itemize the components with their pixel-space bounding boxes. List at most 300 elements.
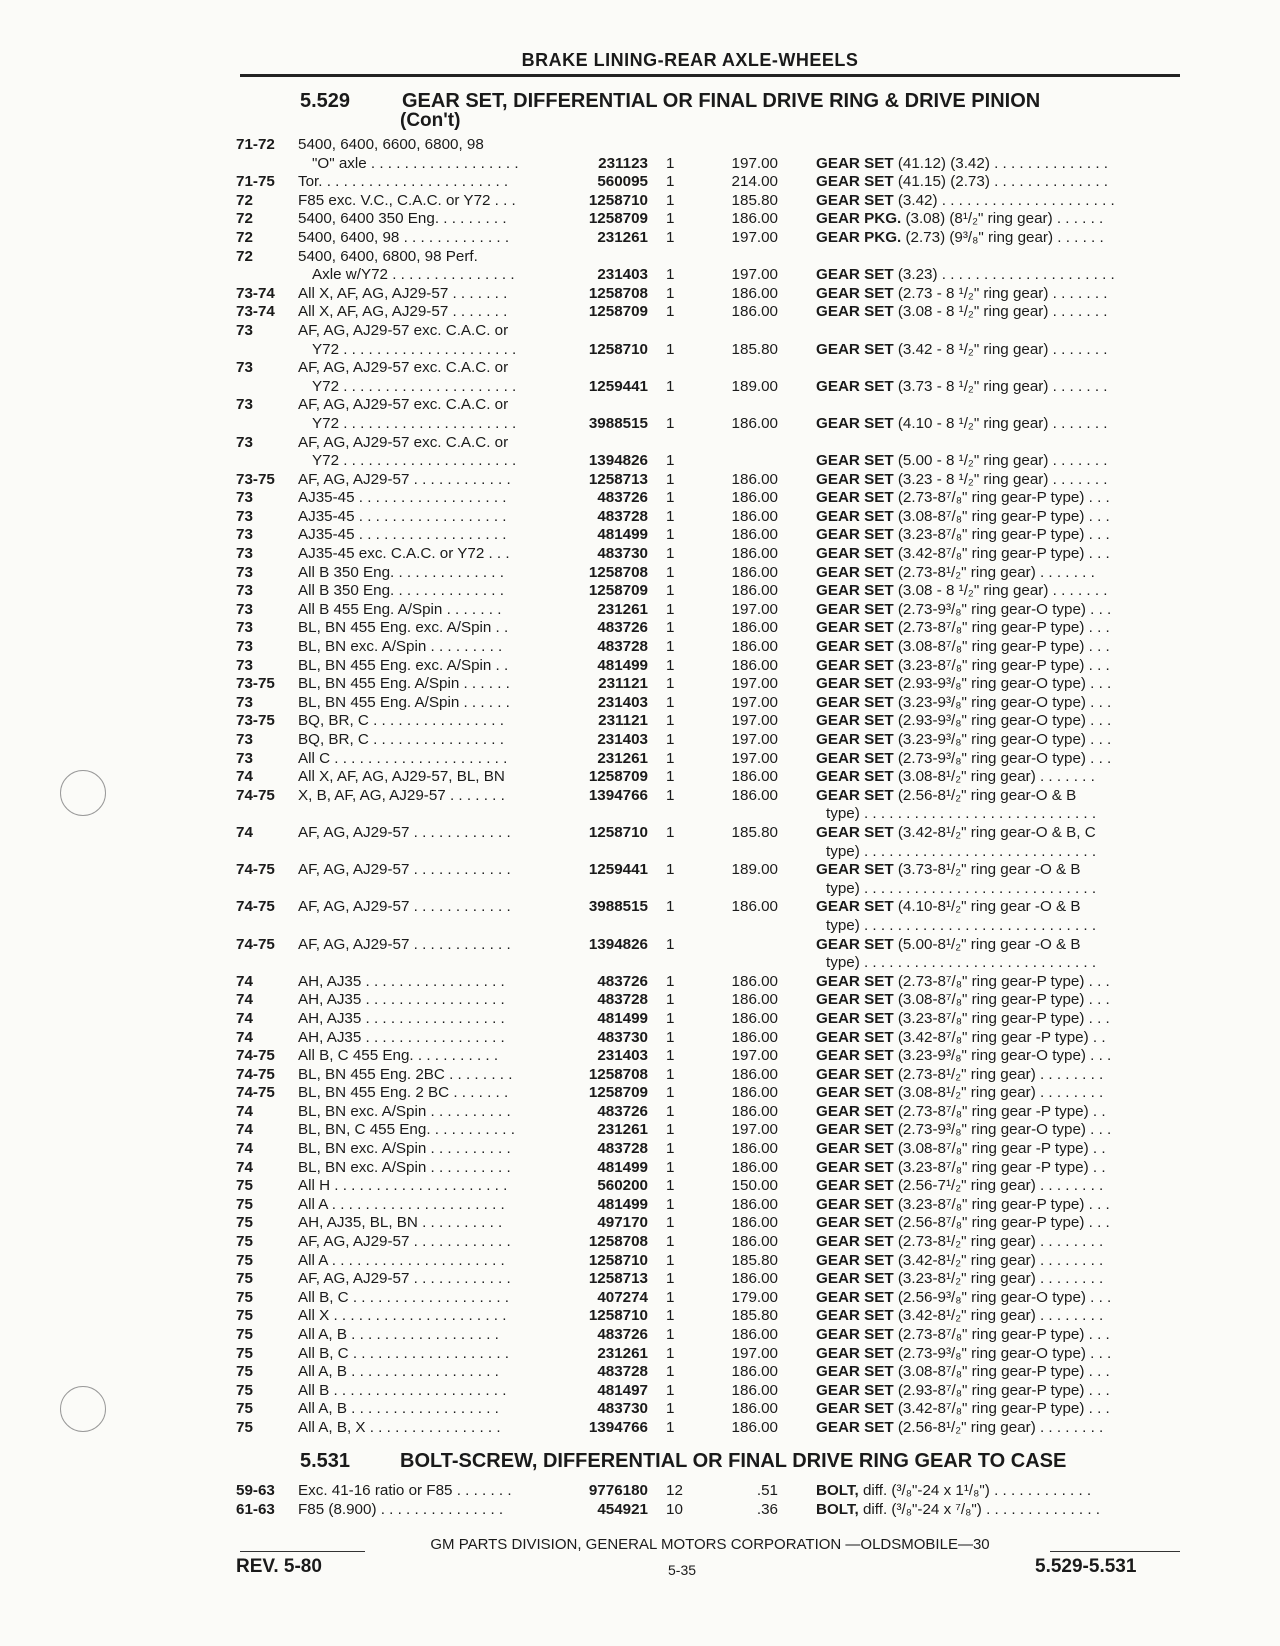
item-spec: (2.73-8⁷/₈" ring gear-P type) . . . [893, 1326, 1110, 1343]
model-year: 73 [236, 563, 253, 581]
item-spec: (3.23-8⁷/₈" ring gear-P type) . . . [893, 526, 1110, 544]
model-year: 75 [236, 1326, 253, 1343]
price: 186.00 [731, 898, 778, 916]
item-label: GEAR SET [816, 972, 894, 990]
item-label: GEAR SET [816, 1214, 894, 1232]
description [816, 750, 1186, 769]
item-label: GEAR SET [816, 898, 894, 916]
application: AJ35-45 . . . . . . . . . . . . . . . . . . [298, 489, 507, 507]
quantity: 1 [666, 582, 675, 600]
part-number: 1258708 [588, 284, 648, 302]
item-spec: (2.73-8¹/₂" ring gear) . . . . . . . . [893, 1065, 1104, 1083]
item-label: GEAR SET [816, 1121, 894, 1139]
item-label: GEAR SET [816, 1047, 894, 1065]
table-row [236, 471, 1186, 490]
item-label: GEAR PKG. [816, 228, 902, 246]
table-row [236, 1363, 1186, 1382]
table-row [236, 1066, 1186, 1085]
footer-revision: REV. 5-80 [236, 1556, 322, 1577]
table-row [236, 694, 1186, 713]
item-spec: (2.93-8⁷/₈" ring gear-P type) . . . [893, 1381, 1110, 1399]
item-label: GEAR SET [816, 731, 894, 748]
quantity: 1 [666, 1288, 675, 1306]
model-year: 73 [236, 619, 253, 637]
quantity: 1 [666, 935, 675, 953]
model-year: 73-75 [236, 470, 275, 488]
description [816, 415, 1186, 434]
description [816, 1047, 1186, 1066]
table-row [236, 712, 1186, 731]
quantity: 1 [666, 861, 675, 879]
description-cont: type) . . . . . . . . . . . . . . . . . . . . . . . . . . . . [826, 879, 1097, 897]
item-spec: (3.08-8¹/₂" ring gear) . . . . . . . . [893, 1084, 1104, 1102]
description [816, 991, 1186, 1010]
table-row [236, 396, 1186, 433]
table-row [236, 248, 1186, 285]
item-label: GEAR SET [816, 1177, 894, 1195]
model-year: 73 [236, 749, 253, 767]
price: 197.00 [731, 675, 778, 693]
description [816, 1029, 1186, 1048]
model-year: 72 [236, 210, 253, 228]
quantity: 1 [666, 693, 675, 711]
quantity: 1 [666, 266, 675, 284]
item-spec: (3.23-8⁷/₈" ring gear -P type) . . [893, 1158, 1106, 1176]
table-row [236, 936, 1186, 973]
table-row [236, 1084, 1186, 1103]
footer-section-range: 5.529-5.531 [1035, 1556, 1137, 1577]
quantity: 1 [666, 1084, 675, 1102]
application: All B 350 Eng. . . . . . . . . . . . . . [298, 563, 504, 581]
quantity: 1 [666, 470, 675, 488]
quantity: 1 [666, 1047, 675, 1065]
description [816, 1400, 1186, 1419]
price: 186.00 [731, 1400, 778, 1418]
item-spec: (3.08 - 8 ¹/₂" ring gear) . . . . . . . [893, 303, 1108, 321]
description [816, 768, 1186, 787]
item-label: GEAR SET [816, 452, 894, 470]
item-label: GEAR SET [816, 749, 894, 767]
item-label: GEAR SET [816, 768, 894, 786]
table-row [236, 210, 1186, 229]
application: All C . . . . . . . . . . . . . . . . . . . . . [298, 749, 508, 767]
item-spec: (3.23-9³/₈" ring gear-O type) . . . [893, 1047, 1112, 1065]
quantity: 1 [666, 1009, 675, 1027]
model-year: 71-75 [236, 173, 275, 191]
price: 185.80 [731, 340, 778, 358]
part-number: 9776180 [588, 1482, 648, 1499]
item-spec: (4.10-8¹/₂" ring gear -O & B [893, 898, 1081, 916]
section2-title: BOLT-SCREW, DIFFERENTIAL OR FINAL DRIVE RING GEAR TO CASE [400, 1450, 1067, 1472]
part-number: 1258709 [588, 768, 648, 786]
application: 5400, 6400, 6800, 98 Perf. [298, 247, 478, 265]
application: BQ, BR, C . . . . . . . . . . . . . . . . [298, 712, 504, 730]
item-spec: (3.42-8⁷/₈" ring gear -P type) . . [893, 1028, 1106, 1046]
model-year: 75 [236, 1307, 253, 1325]
table-row [236, 1382, 1186, 1401]
item-spec: (2.93-9³/₈" ring gear-O type) . . . [893, 712, 1112, 730]
part-number: 231261 [597, 1344, 648, 1362]
price: 186.00 [731, 1418, 778, 1436]
table-row [236, 1501, 1186, 1520]
item-label: GEAR SET [816, 1400, 894, 1418]
application: BL, BN exc. A/Spin . . . . . . . . . . [298, 1102, 511, 1120]
part-number: 1258710 [588, 1307, 648, 1325]
table-row [236, 173, 1186, 192]
model-year: 74 [236, 972, 253, 990]
price: 179.00 [731, 1288, 778, 1306]
quantity: 10 [666, 1500, 683, 1518]
item-label: GEAR SET [816, 582, 894, 600]
description [816, 341, 1186, 360]
application: Exc. 41-16 ratio or F85 . . . . . . . [298, 1482, 512, 1499]
description [816, 601, 1186, 620]
model-year: 74-75 [236, 935, 275, 953]
header-rule [240, 74, 1180, 77]
item-spec: (2.56-7¹/₂" ring gear) . . . . . . . . [893, 1177, 1104, 1195]
application-cont: Y72 . . . . . . . . . . . . . . . . . . . . . [312, 452, 517, 470]
item-label: GEAR SET [816, 823, 894, 841]
price: 186.00 [731, 1084, 778, 1102]
application: AF, AG, AJ29-57 . . . . . . . . . . . . [298, 861, 511, 879]
description [816, 898, 1186, 917]
part-number: 231121 [598, 712, 648, 730]
application: All X, AF, AG, AJ29-57 . . . . . . . [298, 284, 508, 302]
application: All H . . . . . . . . . . . . . . . . . . . . . [298, 1177, 508, 1195]
quantity: 12 [666, 1482, 683, 1499]
price: 186.00 [731, 1214, 778, 1232]
item-label: GEAR SET [816, 656, 894, 674]
model-year: 75 [236, 1251, 253, 1269]
table-row [236, 1140, 1186, 1159]
model-year: 74 [236, 768, 253, 786]
item-spec: (4.10 - 8 ¹/₂" ring gear) . . . . . . . [893, 414, 1108, 432]
price: 186.00 [731, 284, 778, 302]
application: X, B, AF, AG, AJ29-57 . . . . . . . [298, 786, 505, 804]
item-label: GEAR SET [816, 600, 894, 618]
description [816, 1501, 1186, 1520]
item-spec: (3.08-8⁷/₈" ring gear-P type) . . . [893, 638, 1110, 656]
part-number: 454921 [597, 1500, 648, 1518]
quantity: 1 [666, 656, 675, 674]
model-year: 73 [236, 321, 253, 339]
part-number: 483730 [597, 1400, 648, 1418]
item-spec: (2.56-8¹/₂" ring gear) . . . . . . . . [893, 1418, 1104, 1436]
model-year: 71-72 [236, 136, 275, 153]
table-row [236, 508, 1186, 527]
part-number: 231403 [597, 693, 648, 711]
model-year: 73 [236, 396, 253, 414]
quantity: 1 [666, 749, 675, 767]
application: AF, AG, AJ29-57 exc. C.A.C. or [298, 359, 509, 377]
application: BL, BN 455 Eng. exc. A/Spin . . [298, 619, 509, 637]
model-year: 74-75 [236, 1065, 275, 1083]
price: 186.00 [731, 1065, 778, 1083]
description [816, 1177, 1186, 1196]
description [816, 1382, 1186, 1401]
application: All A, B . . . . . . . . . . . . . . . . . . [298, 1326, 499, 1343]
quantity: 1 [666, 284, 675, 302]
table-row [236, 1419, 1186, 1438]
description [816, 471, 1186, 490]
table-row [236, 434, 1186, 471]
description [816, 619, 1186, 638]
application: AF, AG, AJ29-57 . . . . . . . . . . . . [298, 1233, 511, 1251]
quantity: 1 [666, 154, 675, 172]
item-label: GEAR SET [816, 1381, 894, 1399]
application-cont: Y72 . . . . . . . . . . . . . . . . . . . . . [312, 340, 517, 358]
description [816, 378, 1186, 397]
quantity: 1 [666, 712, 675, 730]
price: 185.80 [731, 823, 778, 841]
item-spec: (41.15) (2.73) . . . . . . . . . . . . . . [893, 173, 1109, 191]
item-spec: (3.42-8⁷/₈" ring gear-P type) . . . [893, 545, 1110, 563]
application-cont: Y72 . . . . . . . . . . . . . . . . . . . . . [312, 377, 517, 395]
table-row [236, 750, 1186, 769]
application: All B . . . . . . . . . . . . . . . . . . . . . [298, 1381, 507, 1399]
description [816, 1270, 1186, 1289]
quantity: 1 [666, 1195, 675, 1213]
part-number: 1258713 [588, 470, 648, 488]
model-year: 75 [236, 1288, 253, 1306]
quantity: 1 [666, 638, 675, 656]
quantity: 1 [666, 1400, 675, 1418]
quantity: 1 [666, 1028, 675, 1046]
price: 186.00 [731, 1381, 778, 1399]
item-label: GEAR SET [816, 1084, 894, 1102]
quantity: 1 [666, 1326, 675, 1343]
item-label: GEAR SET [816, 1009, 894, 1027]
quantity: 1 [666, 991, 675, 1009]
part-number: 231123 [598, 154, 648, 172]
item-label: GEAR SET [816, 1418, 894, 1436]
part-number: 1394826 [588, 452, 648, 470]
quantity: 1 [666, 1140, 675, 1158]
description [816, 155, 1186, 174]
application: All B 455 Eng. A/Spin . . . . . . . [298, 600, 502, 618]
item-label: GEAR SET [816, 675, 894, 693]
price: 197.00 [731, 154, 778, 172]
model-year: 61-63 [236, 1500, 275, 1518]
item-spec: (3.42-8¹/₂" ring gear) . . . . . . . . [893, 1251, 1104, 1269]
price: 197.00 [731, 731, 778, 748]
quantity: 1 [666, 452, 675, 470]
description [816, 1214, 1186, 1233]
item-spec: (2.73-9³/₈" ring gear-O type) . . . [893, 749, 1112, 767]
model-year: 72 [236, 191, 253, 209]
table-row [236, 359, 1186, 396]
item-label: GEAR SET [816, 173, 894, 191]
item-spec: (3.42-8⁷/₈" ring gear-P type) . . . [893, 1400, 1110, 1418]
table-row [236, 192, 1186, 211]
item-label: GEAR SET [816, 712, 894, 730]
part-number: 1258709 [588, 582, 648, 600]
price: 197.00 [731, 1121, 778, 1139]
item-spec: (3.23-9³/₈" ring gear-O type) . . . [893, 731, 1112, 748]
application: BL, BN exc. A/Spin . . . . . . . . . . [298, 1158, 511, 1176]
item-label: GEAR SET [816, 619, 894, 637]
application-cont: Axle w/Y72 . . . . . . . . . . . . . . . [312, 266, 515, 284]
item-label: GEAR SET [816, 414, 894, 432]
part-number: 1394826 [588, 935, 648, 953]
description [816, 1307, 1186, 1326]
price: 186.00 [731, 1326, 778, 1343]
quantity: 1 [666, 600, 675, 618]
item-spec: (3.08) (8¹/₂" ring gear) . . . . . . [901, 210, 1104, 228]
description [816, 1159, 1186, 1178]
model-year: 75 [236, 1344, 253, 1362]
part-number: 1258709 [588, 210, 648, 228]
model-year: 73 [236, 526, 253, 544]
description [816, 1233, 1186, 1252]
table-row [236, 991, 1186, 1010]
description [816, 285, 1186, 304]
item-spec: (2.73-8⁷/₈" ring gear-P type) . . . [893, 619, 1110, 637]
quantity: 1 [666, 1251, 675, 1269]
price: 186.00 [731, 582, 778, 600]
item-label: GEAR SET [816, 1158, 894, 1176]
model-year: 75 [236, 1177, 253, 1195]
price: 186.00 [731, 414, 778, 432]
description [816, 638, 1186, 657]
item-spec: (2.73-8⁷/₈" ring gear-P type) . . . [893, 489, 1110, 507]
part-number: 231261 [597, 749, 648, 767]
quantity: 1 [666, 1214, 675, 1232]
part-number: 407274 [597, 1288, 648, 1306]
table-row [236, 787, 1186, 824]
table-row [236, 1233, 1186, 1252]
model-year: 75 [236, 1418, 253, 1436]
price: 186.00 [731, 786, 778, 804]
quantity: 1 [666, 210, 675, 228]
item-label: GEAR SET [816, 266, 894, 284]
price: .36 [756, 1500, 778, 1518]
price: .51 [756, 1482, 778, 1499]
quantity: 1 [666, 1158, 675, 1176]
model-year: 73 [236, 507, 253, 525]
price: 186.00 [731, 210, 778, 228]
price: 186.00 [731, 1102, 778, 1120]
part-number: 483726 [597, 972, 648, 990]
model-year: 73-75 [236, 712, 275, 730]
table-row [236, 1482, 1186, 1501]
description [816, 229, 1186, 248]
table-row [236, 1159, 1186, 1178]
price: 186.00 [731, 1233, 778, 1251]
table-row [236, 526, 1186, 545]
table-row [236, 582, 1186, 601]
item-label: GEAR SET [816, 470, 894, 488]
item-label: GEAR SET [816, 991, 894, 1009]
description [816, 1121, 1186, 1140]
part-number: 1258709 [588, 1084, 648, 1102]
application: AF, AG, AJ29-57 . . . . . . . . . . . . [298, 1270, 511, 1288]
application: AH, AJ35 . . . . . . . . . . . . . . . . . [298, 991, 505, 1009]
page-header-title: BRAKE LINING-REAR AXLE-WHEELS [521, 50, 859, 70]
description [816, 1482, 1186, 1501]
model-year: 75 [236, 1195, 253, 1213]
application: AJ35-45 . . . . . . . . . . . . . . . . . . [298, 526, 507, 544]
price: 197.00 [731, 749, 778, 767]
application: All B 350 Eng. . . . . . . . . . . . . . [298, 582, 504, 600]
application: AH, AJ35 . . . . . . . . . . . . . . . . . [298, 1028, 505, 1046]
description [816, 545, 1186, 564]
section-continued: (Con't) [400, 110, 461, 131]
parts-table [236, 136, 1186, 1438]
item-label: GEAR SET [816, 303, 894, 321]
model-year: 74-75 [236, 1084, 275, 1102]
item-spec: (3.08-8¹/₂" ring gear) . . . . . . . [893, 768, 1095, 786]
application: 5400, 6400, 6600, 6800, 98 [298, 136, 484, 153]
application: 5400, 6400, 98 . . . . . . . . . . . . . [298, 228, 510, 246]
part-number: 231403 [597, 1047, 648, 1065]
part-number: 1258708 [588, 1233, 648, 1251]
price: 186.00 [731, 303, 778, 321]
item-spec: (3.23 - 8 ¹/₂" ring gear) . . . . . . . [893, 470, 1108, 488]
table-row [236, 1400, 1186, 1419]
model-year: 75 [236, 1381, 253, 1399]
part-number: 1258710 [588, 340, 648, 358]
quantity: 1 [666, 563, 675, 581]
model-year: 73 [236, 731, 253, 748]
description [816, 582, 1186, 601]
item-spec: (3.73 - 8 ¹/₂" ring gear) . . . . . . . [893, 377, 1108, 395]
quantity: 1 [666, 768, 675, 786]
item-label: GEAR SET [816, 1307, 894, 1325]
quantity: 1 [666, 1363, 675, 1381]
application: BQ, BR, C . . . . . . . . . . . . . . . . [298, 731, 504, 748]
description [816, 1252, 1186, 1271]
quantity: 1 [666, 619, 675, 637]
description [816, 173, 1186, 192]
quantity: 1 [666, 972, 675, 990]
item-label: GEAR SET [816, 563, 894, 581]
part-number: 1258713 [588, 1270, 648, 1288]
table-row [236, 564, 1186, 583]
item-spec: (5.00 - 8 ¹/₂" ring gear) . . . . . . . [893, 452, 1108, 470]
table-row [236, 973, 1186, 992]
part-number: 483726 [597, 1102, 648, 1120]
description [816, 973, 1186, 992]
item-label: GEAR SET [816, 1270, 894, 1288]
table-row [236, 1307, 1186, 1326]
model-year: 75 [236, 1363, 253, 1381]
application: All A . . . . . . . . . . . . . . . . . . . . . [298, 1195, 505, 1213]
description [816, 712, 1186, 731]
price: 185.80 [731, 1251, 778, 1269]
application: AH, AJ35 . . . . . . . . . . . . . . . . . [298, 972, 505, 990]
application: AH, AJ35 . . . . . . . . . . . . . . . . . [298, 1009, 505, 1027]
table-row [236, 601, 1186, 620]
description [816, 1196, 1186, 1215]
part-number: 231121 [598, 675, 648, 693]
price: 186.00 [731, 470, 778, 488]
item-label: GEAR SET [816, 340, 894, 358]
model-year: 73 [236, 359, 253, 377]
footer-division: GM PARTS DIVISION, GENERAL MOTORS CORPORATION —OLDSMOBILE—30 [430, 1536, 990, 1553]
table-row [236, 861, 1186, 898]
part-number: 1258708 [588, 1065, 648, 1083]
description [816, 526, 1186, 545]
application: All A, B . . . . . . . . . . . . . . . . . . [298, 1400, 499, 1418]
application: BL, BN 455 Eng. exc. A/Spin . . [298, 656, 509, 674]
part-number: 483726 [597, 1326, 648, 1343]
table-row [236, 285, 1186, 304]
table-row [236, 1289, 1186, 1308]
model-year: 73-74 [236, 284, 275, 302]
price: 186.00 [731, 1158, 778, 1176]
application-cont: "O" axle . . . . . . . . . . . . . . . . . . [312, 154, 519, 172]
